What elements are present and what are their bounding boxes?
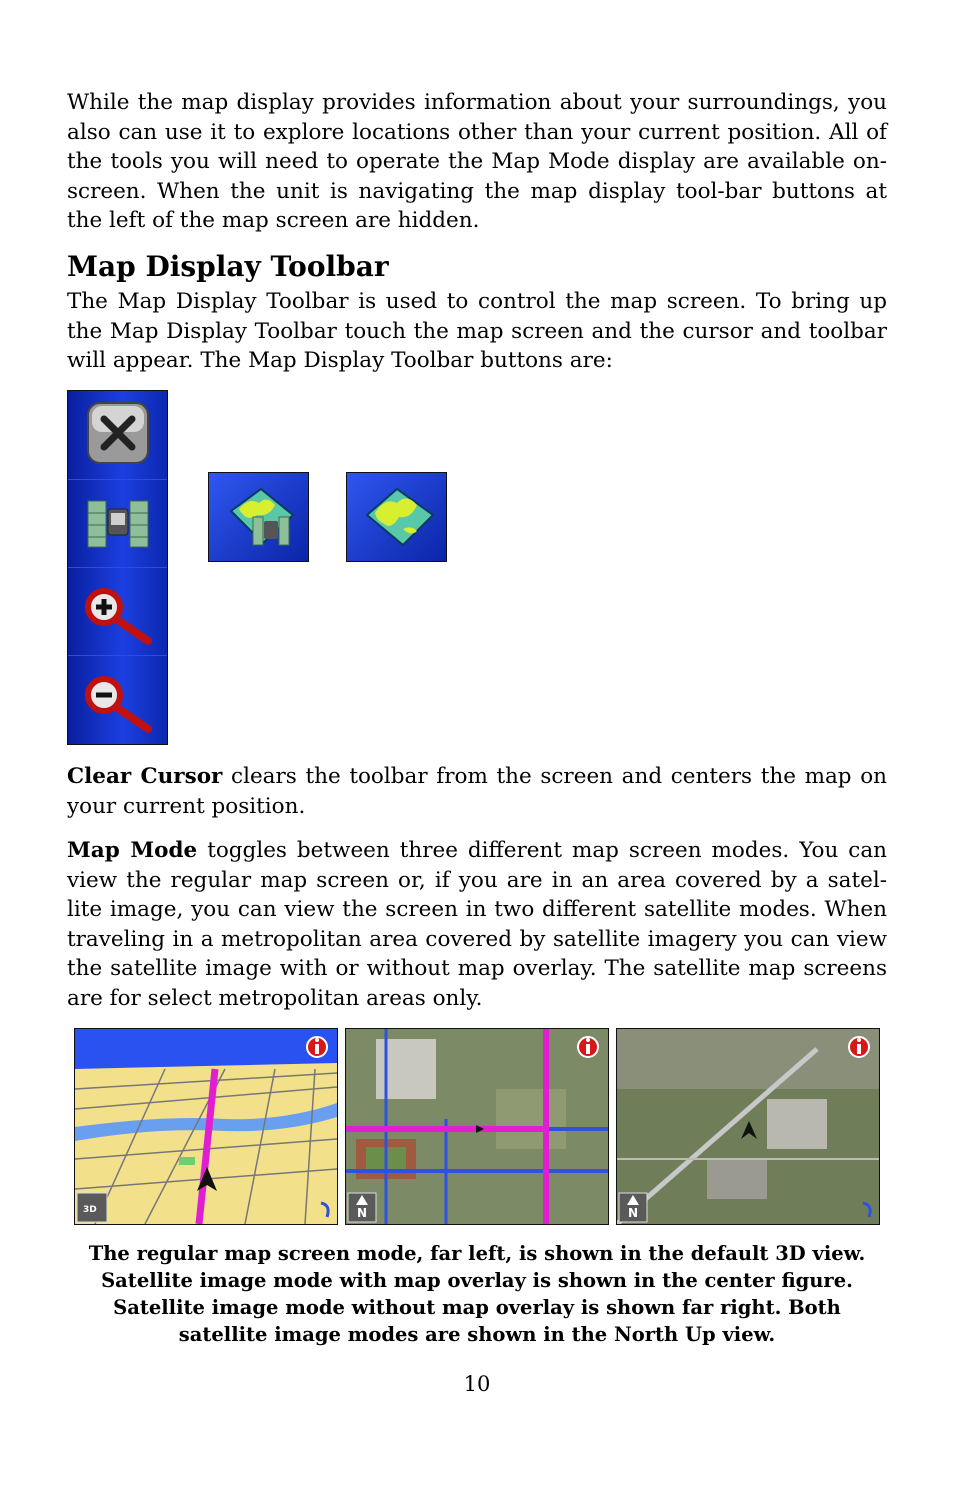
satellite-overlay-screen bbox=[345, 1028, 609, 1225]
zoom-out-icon bbox=[68, 655, 167, 743]
zoom-in-icon bbox=[68, 567, 167, 655]
north-up-badge: N bbox=[628, 1206, 639, 1220]
satellite-with-map-overlay-icon bbox=[209, 473, 308, 561]
map-mode-paragraph bbox=[67, 836, 887, 1013]
satellite-overlay-image bbox=[346, 1029, 608, 1224]
section-paragraph: The Map Display Toolbar is used to control the map screen. To bring up the Map Display Toolbar touch the map screen and the cursor and toolbar will appear. The Map Display Toolbar buttons are: bbox=[67, 289, 887, 373]
caption-line: Satellite image mode without map overlay is shown far right. Both bbox=[113, 1296, 841, 1319]
regular-map-screen bbox=[74, 1028, 338, 1225]
regular-3d-map-image bbox=[75, 1029, 337, 1224]
clear-cursor-term: Clear Cursor bbox=[67, 764, 223, 789]
caption-line: satellite image modes are shown in the North Up view. bbox=[178, 1323, 776, 1346]
clear-cursor-paragraph bbox=[67, 762, 887, 821]
satellite-overlay-mode-tile bbox=[208, 472, 309, 562]
north-up-badge: N bbox=[357, 1206, 368, 1220]
zoom-out-button[interactable] bbox=[68, 655, 167, 743]
map-only-icon bbox=[347, 473, 446, 561]
section-heading: Map Display Toolbar bbox=[67, 250, 389, 283]
map-display-toolbar bbox=[67, 390, 168, 745]
clear-cursor-text: clears the toolbar from the screen and centers the map on your current position. bbox=[67, 764, 887, 819]
page-number: 10 bbox=[463, 1372, 491, 1396]
clear-cursor-button[interactable] bbox=[68, 391, 167, 480]
map-mode-term: Map Mode bbox=[67, 838, 198, 863]
caption-line: The regular map screen mode, far left, is shown in the default 3D view. bbox=[88, 1242, 866, 1265]
map-mode-text: toggles between three different map screen modes. You can view the regular map screen or, if you are in an area covered by a satel-lite image, you can view the screen in two different satellite modes. When traveling in a metropolitan area covered by satellite imagery you can view the satellite image with or without map overlay. The satellite map screens are for select metropolitan areas only. bbox=[67, 838, 887, 1011]
3d-view-badge: 3D bbox=[83, 1205, 97, 1215]
map-mode-button[interactable] bbox=[68, 479, 167, 568]
zoom-in-button[interactable] bbox=[68, 567, 167, 656]
caption-line: Satellite image mode with map overlay is shown in the center figure. bbox=[101, 1269, 853, 1292]
figure-caption bbox=[40, 1240, 914, 1348]
close-x-icon bbox=[68, 391, 167, 479]
satellite-image bbox=[617, 1029, 879, 1224]
intro-paragraph: While the map display provides information about your surroundings, you also can use it to explore locations other than your current position. All of the tools you will need to operate the Map Mode display are available on-screen. When the unit is navigating the map display tool-bar buttons at the left of the map screen are hidden. bbox=[67, 90, 887, 233]
satellite-screen bbox=[616, 1028, 880, 1225]
map-mode-satellite-icon bbox=[68, 479, 167, 567]
map-only-mode-tile bbox=[346, 472, 447, 562]
